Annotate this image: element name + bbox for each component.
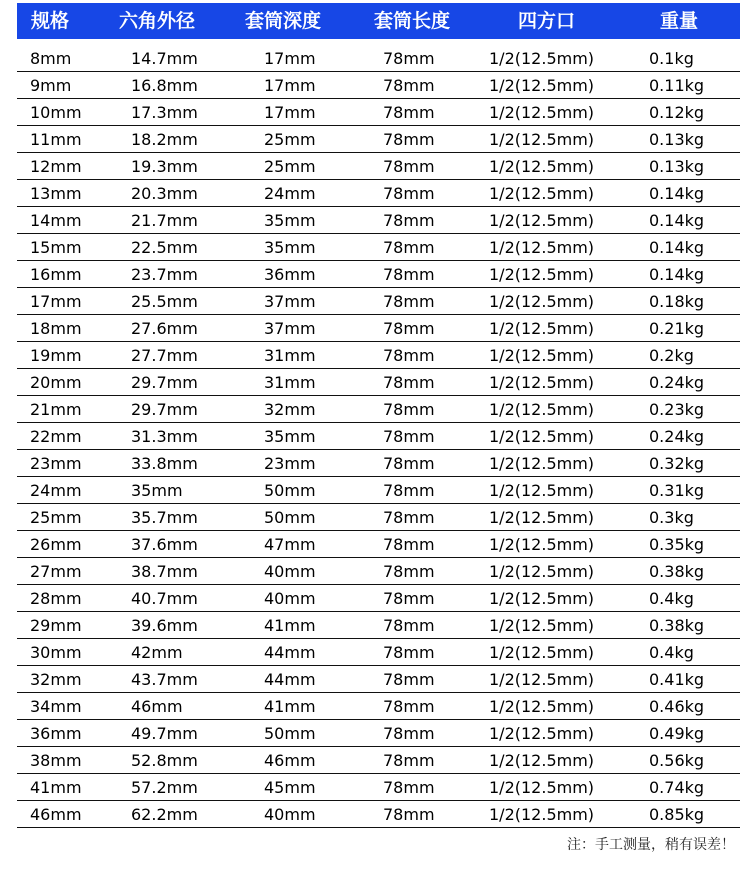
weight-cell: 0.4kg [649,643,694,662]
table-row [17,666,740,693]
socket-depth-cell: 50mm [264,508,316,527]
header-spec: 规格 [31,10,70,32]
spec-cell: 18mm [30,319,82,338]
weight-cell: 0.38kg [649,562,705,581]
hex-diameter-cell: 42mm [131,643,183,662]
hex-diameter-cell: 16.8mm [131,76,198,95]
hex-diameter-cell: 31.3mm [131,427,198,446]
socket-length-cell: 78mm [383,616,435,635]
weight-cell: 0.46kg [649,697,705,716]
socket-depth-cell: 44mm [264,643,316,662]
weight-cell: 0.13kg [649,157,705,176]
spec-cell: 20mm [30,373,82,392]
socket-length-cell: 78mm [383,319,435,338]
socket-depth-cell: 25mm [264,157,316,176]
table-row [17,774,740,801]
socket-depth-cell: 46mm [264,751,316,770]
hex-diameter-cell: 49.7mm [131,724,198,743]
table-row [17,612,740,639]
hex-diameter-cell: 40.7mm [131,589,198,608]
weight-cell: 0.31kg [649,481,705,500]
weight-cell: 0.24kg [649,373,705,392]
socket-depth-cell: 24mm [264,184,316,203]
spec-cell: 27mm [30,562,82,581]
spec-cell: 23mm [30,454,82,473]
table-row [17,234,740,261]
table-row [17,261,740,288]
square-drive-cell: 1/2(12.5mm) [489,49,595,68]
spec-cell: 41mm [30,778,82,797]
weight-cell: 0.13kg [649,130,705,149]
socket-depth-cell: 50mm [264,724,316,743]
table-row [17,450,740,477]
socket-length-cell: 78mm [383,751,435,770]
square-drive-cell: 1/2(12.5mm) [489,103,595,122]
spec-cell: 12mm [30,157,82,176]
table-row [17,585,740,612]
square-drive-cell: 1/2(12.5mm) [489,184,595,203]
table-row [17,180,740,207]
header-square-drive: 四方口 [518,10,576,32]
hex-diameter-cell: 62.2mm [131,805,198,824]
weight-cell: 0.14kg [649,184,705,203]
table-row [17,315,740,342]
weight-cell: 0.24kg [649,427,705,446]
hex-diameter-cell: 35.7mm [131,508,198,527]
square-drive-cell: 1/2(12.5mm) [489,292,595,311]
socket-depth-cell: 23mm [264,454,316,473]
hex-diameter-cell: 23.7mm [131,265,198,284]
hex-diameter-cell: 33.8mm [131,454,198,473]
square-drive-cell: 1/2(12.5mm) [489,400,595,419]
hex-diameter-cell: 57.2mm [131,778,198,797]
socket-depth-cell: 50mm [264,481,316,500]
weight-cell: 0.1kg [649,49,694,68]
spec-cell: 46mm [30,805,82,824]
table-row [17,369,740,396]
spec-cell: 14mm [30,211,82,230]
hex-diameter-cell: 25.5mm [131,292,198,311]
weight-cell: 0.41kg [649,670,705,689]
hex-diameter-cell: 35mm [131,481,183,500]
socket-depth-cell: 17mm [264,103,316,122]
spec-cell: 26mm [30,535,82,554]
weight-cell: 0.2kg [649,346,694,365]
socket-depth-cell: 41mm [264,697,316,716]
table-row [17,531,740,558]
spec-cell: 13mm [30,184,82,203]
hex-diameter-cell: 17.3mm [131,103,198,122]
socket-length-cell: 78mm [383,670,435,689]
square-drive-cell: 1/2(12.5mm) [489,805,595,824]
weight-cell: 0.85kg [649,805,705,824]
square-drive-cell: 1/2(12.5mm) [489,751,595,770]
spec-cell: 16mm [30,265,82,284]
spec-cell: 32mm [30,670,82,689]
square-drive-cell: 1/2(12.5mm) [489,211,595,230]
hex-diameter-cell: 20.3mm [131,184,198,203]
socket-length-cell: 78mm [383,508,435,527]
table-row [17,45,740,72]
spec-cell: 34mm [30,697,82,716]
table-row [17,693,740,720]
weight-cell: 0.38kg [649,616,705,635]
socket-depth-cell: 45mm [264,778,316,797]
socket-depth-cell: 32mm [264,400,316,419]
socket-length-cell: 78mm [383,643,435,662]
spec-cell: 15mm [30,238,82,257]
socket-length-cell: 78mm [383,265,435,284]
header-socket-length: 套筒长度 [374,10,451,32]
weight-cell: 0.12kg [649,103,705,122]
square-drive-cell: 1/2(12.5mm) [489,427,595,446]
socket-depth-cell: 37mm [264,319,316,338]
spec-cell: 8mm [30,49,72,68]
square-drive-cell: 1/2(12.5mm) [489,562,595,581]
square-drive-cell: 1/2(12.5mm) [489,724,595,743]
hex-diameter-cell: 22.5mm [131,238,198,257]
square-drive-cell: 1/2(12.5mm) [489,589,595,608]
measurement-note: 注：手工测量，稍有误差！ [567,837,735,853]
square-drive-cell: 1/2(12.5mm) [489,76,595,95]
hex-diameter-cell: 27.6mm [131,319,198,338]
socket-depth-cell: 17mm [264,76,316,95]
socket-depth-cell: 31mm [264,373,316,392]
socket-length-cell: 78mm [383,373,435,392]
hex-diameter-cell: 43.7mm [131,670,198,689]
header-weight: 重量 [660,10,699,32]
weight-cell: 0.14kg [649,265,705,284]
weight-cell: 0.14kg [649,211,705,230]
socket-length-cell: 78mm [383,157,435,176]
socket-depth-cell: 25mm [264,130,316,149]
square-drive-cell: 1/2(12.5mm) [489,508,595,527]
hex-diameter-cell: 18.2mm [131,130,198,149]
weight-cell: 0.35kg [649,535,705,554]
socket-depth-cell: 37mm [264,292,316,311]
table-row [17,639,740,666]
table-row [17,207,740,234]
hex-diameter-cell: 37.6mm [131,535,198,554]
hex-diameter-cell: 29.7mm [131,373,198,392]
socket-depth-cell: 35mm [264,427,316,446]
socket-depth-cell: 40mm [264,805,316,824]
spec-cell: 28mm [30,589,82,608]
weight-cell: 0.11kg [649,76,705,95]
spec-cell: 30mm [30,643,82,662]
socket-length-cell: 78mm [383,103,435,122]
socket-length-cell: 78mm [383,76,435,95]
weight-cell: 0.74kg [649,778,705,797]
square-drive-cell: 1/2(12.5mm) [489,778,595,797]
hex-diameter-cell: 19.3mm [131,157,198,176]
table-row [17,720,740,747]
table-row [17,342,740,369]
socket-length-cell: 78mm [383,346,435,365]
spec-cell: 24mm [30,481,82,500]
spec-cell: 25mm [30,508,82,527]
square-drive-cell: 1/2(12.5mm) [489,265,595,284]
square-drive-cell: 1/2(12.5mm) [489,346,595,365]
socket-depth-cell: 40mm [264,562,316,581]
table-row [17,801,740,828]
hex-diameter-cell: 39.6mm [131,616,198,635]
table-row [17,288,740,315]
socket-depth-cell: 44mm [264,670,316,689]
weight-cell: 0.3kg [649,508,694,527]
hex-diameter-cell: 46mm [131,697,183,716]
spec-cell: 22mm [30,427,82,446]
square-drive-cell: 1/2(12.5mm) [489,481,595,500]
square-drive-cell: 1/2(12.5mm) [489,643,595,662]
weight-cell: 0.23kg [649,400,705,419]
socket-length-cell: 78mm [383,535,435,554]
spec-cell: 17mm [30,292,82,311]
hex-diameter-cell: 52.8mm [131,751,198,770]
spec-cell: 10mm [30,103,82,122]
spec-cell: 9mm [30,76,72,95]
spec-cell: 38mm [30,751,82,770]
socket-length-cell: 78mm [383,724,435,743]
socket-depth-cell: 35mm [264,211,316,230]
table-row [17,747,740,774]
square-drive-cell: 1/2(12.5mm) [489,238,595,257]
spec-cell: 19mm [30,346,82,365]
hex-diameter-cell: 38.7mm [131,562,198,581]
socket-depth-cell: 40mm [264,589,316,608]
table-body [17,45,740,828]
header-hex-diameter: 六角外径 [119,10,196,32]
square-drive-cell: 1/2(12.5mm) [489,697,595,716]
spec-cell: 36mm [30,724,82,743]
socket-length-cell: 78mm [383,805,435,824]
table-row [17,153,740,180]
table-row [17,477,740,504]
weight-cell: 0.4kg [649,589,694,608]
hex-diameter-cell: 29.7mm [131,400,198,419]
table-row [17,504,740,531]
weight-cell: 0.18kg [649,292,705,311]
table-row [17,396,740,423]
square-drive-cell: 1/2(12.5mm) [489,616,595,635]
spec-cell: 21mm [30,400,82,419]
weight-cell: 0.14kg [649,238,705,257]
socket-length-cell: 78mm [383,427,435,446]
socket-length-cell: 78mm [383,292,435,311]
weight-cell: 0.49kg [649,724,705,743]
hex-diameter-cell: 21.7mm [131,211,198,230]
spec-cell: 29mm [30,616,82,635]
spec-cell: 11mm [30,130,82,149]
socket-depth-cell: 17mm [264,49,316,68]
square-drive-cell: 1/2(12.5mm) [489,373,595,392]
socket-length-cell: 78mm [383,238,435,257]
square-drive-cell: 1/2(12.5mm) [489,454,595,473]
square-drive-cell: 1/2(12.5mm) [489,670,595,689]
socket-depth-cell: 47mm [264,535,316,554]
table-row [17,423,740,450]
socket-length-cell: 78mm [383,562,435,581]
socket-length-cell: 78mm [383,697,435,716]
socket-depth-cell: 41mm [264,616,316,635]
socket-length-cell: 78mm [383,400,435,419]
socket-length-cell: 78mm [383,184,435,203]
socket-length-cell: 78mm [383,589,435,608]
header-socket-depth: 套筒深度 [245,10,322,32]
socket-depth-cell: 31mm [264,346,316,365]
hex-diameter-cell: 14.7mm [131,49,198,68]
square-drive-cell: 1/2(12.5mm) [489,319,595,338]
socket-length-cell: 78mm [383,130,435,149]
hex-diameter-cell: 27.7mm [131,346,198,365]
socket-length-cell: 78mm [383,481,435,500]
socket-length-cell: 78mm [383,211,435,230]
weight-cell: 0.56kg [649,751,705,770]
table-row [17,558,740,585]
socket-depth-cell: 36mm [264,265,316,284]
square-drive-cell: 1/2(12.5mm) [489,535,595,554]
table-row [17,72,740,99]
socket-length-cell: 78mm [383,49,435,68]
socket-length-cell: 78mm [383,454,435,473]
socket-length-cell: 78mm [383,778,435,797]
weight-cell: 0.21kg [649,319,705,338]
table-row [17,99,740,126]
table-header [17,3,740,39]
table-row [17,126,740,153]
weight-cell: 0.32kg [649,454,705,473]
square-drive-cell: 1/2(12.5mm) [489,157,595,176]
square-drive-cell: 1/2(12.5mm) [489,130,595,149]
socket-depth-cell: 35mm [264,238,316,257]
